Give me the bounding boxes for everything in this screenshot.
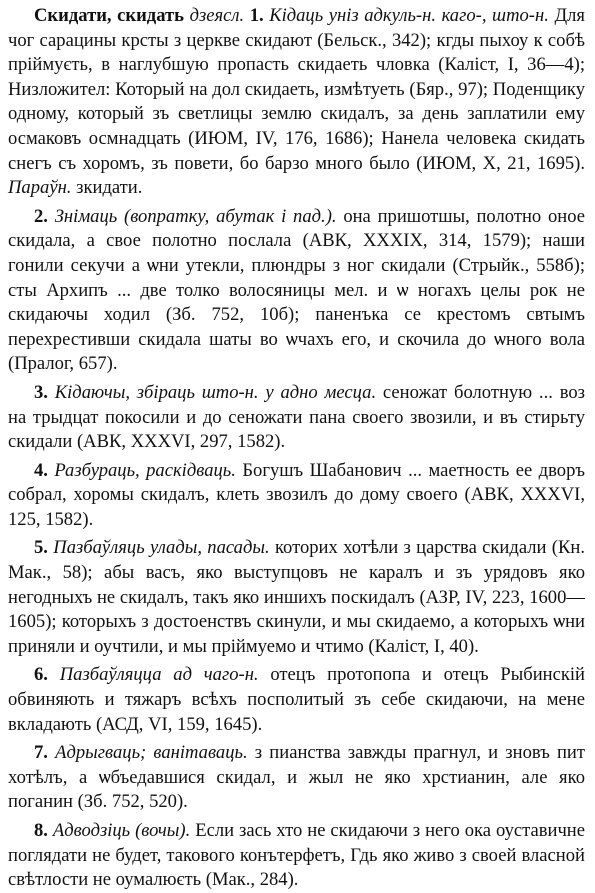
sense-number: 4.: [34, 459, 48, 481]
compare-text: зкидати.: [76, 177, 143, 199]
sense-citations: она пришотшы, полотно оное скидала, а свое полотно послала (АВК, XXXIX, 314, 1579); наши гонили секучи а ѡни утекли, плюндры з ног скидали (Стрыйк., 558б); сты Архипъ ... две толко волосяницы мел. и ѡ ногахъ целы рок не скидаючы ходил (Зб. 752, 10б); паненъка се крестомъ свтымъ перехрестивши скидала шаты во ѡчахъ его, и скочила до ѡного вола (Пралог, 657).: [8, 205, 585, 375]
compare-label: Параўн.: [8, 177, 72, 199]
sense-7: [8, 741, 585, 815]
sense-5: [8, 536, 585, 659]
sense-citations: Для чог сарацины крсты з церкве скидают (Бельск., 342); кгды пыхоу к собѣ пріймуєть, в наглубшую пропасть скидаеть чловка (Каліст, І, 36—4); Низложител: Который на дол скидаеть, измѣтуеть (Бяр., 97); Поденщику одному, который зъ светлицы землю скидалъ, за день заплатили ему осмаковъ осмнадцать (ИЮМ, IV, 176, 1686); Нанела человека скидать снегъ съ хоромъ, зъ повети, бо барзо много было (ИЮМ, X, 21, 1695).: [8, 5, 585, 174]
sense-gloss: Пазбаўляць улады, пасады.: [53, 537, 270, 559]
sense-citations: Богушъ Шабанович ... маетность ее дворъ собрал, хоромы скидалъ, клеть звозилъ до дому своего (АВК, XXXVI, 125, 1582).: [8, 459, 585, 530]
sense-number: 5.: [34, 537, 48, 559]
sense-citations: отецъ протопопа и отецъ Рыбинскій обвиняють и тяжаръ всѣхъ посполитый зъ себе скидаючи, на мене вкладають (АСД, VI, 159, 1645).: [8, 664, 586, 735]
sense-citations: сеножат болотную ... воз на трыдцат покосили и до сеножати пана своего звозили, и въ стирьту скидали (АВК, XXXVI, 297, 1582).: [8, 381, 585, 453]
sense-number: 1.: [249, 5, 264, 26]
sense-gloss: Кідаючы, збіраць што-н. у адно месца.: [54, 381, 377, 403]
sense-citations: которих хотѣли з царства скидали (Кн. Мак., 58); абы васъ, яко выступцовъ не каралъ и зъ урядовъ яко негодныхъ не скидалъ, такъ яко иншихъ поскидалъ (АЗР, IV, 223, 1600—1605); которыхъ з достоенствъ скинули, и мы скидаемо, а которыхъ ѡни приняли и оучтили, и мы пріймуемо и чтимо (Каліст, І, 40).: [8, 537, 585, 657]
part-of-speech: дзеясл.: [189, 5, 245, 26]
sense-2: [8, 205, 585, 377]
sense-number: 3.: [34, 381, 48, 403]
sense-gloss: Адводзіць (вочы).: [52, 820, 191, 841]
sense-number: 7.: [34, 742, 48, 764]
sense-gloss: Пазбаўляцца ад чаго-н.: [59, 664, 259, 686]
sense-number: 2.: [34, 205, 48, 227]
sense-gloss: Кідаць уніз адкуль-н. каго-, што-н.: [269, 5, 549, 26]
sense-4: [8, 459, 585, 533]
sense-gloss: Разбураць, раскідваць.: [54, 459, 236, 481]
sense-number: 6.: [34, 664, 48, 686]
sense-gloss: Адрыгваць; ванітаваць.: [55, 742, 248, 764]
sense-3: [8, 381, 585, 455]
sense-citations: Если зась хто не скидаючи з него ока оуставичне поглядати не будет, такового конътерфетъ, Гдь яко живо з своей власной свѣтлости не оумалюєть (Мак., 284).: [8, 820, 586, 891]
sense-number: 8.: [34, 820, 48, 841]
headword: Скидати, скидать: [34, 5, 184, 26]
sense-6: [8, 663, 585, 737]
sense-citations: з пианства завжды прагнул, и зновъ пит хотѣлъ, а ѡбъедавшися скидал, и жыл не яко хрстианин, але яко поганин (Зб. 752, 520).: [8, 742, 586, 813]
sense-1: [8, 4, 585, 201]
sense-gloss: Знімаць (вопратку, абутак і пад.).: [54, 205, 337, 227]
sense-8: [8, 819, 585, 893]
